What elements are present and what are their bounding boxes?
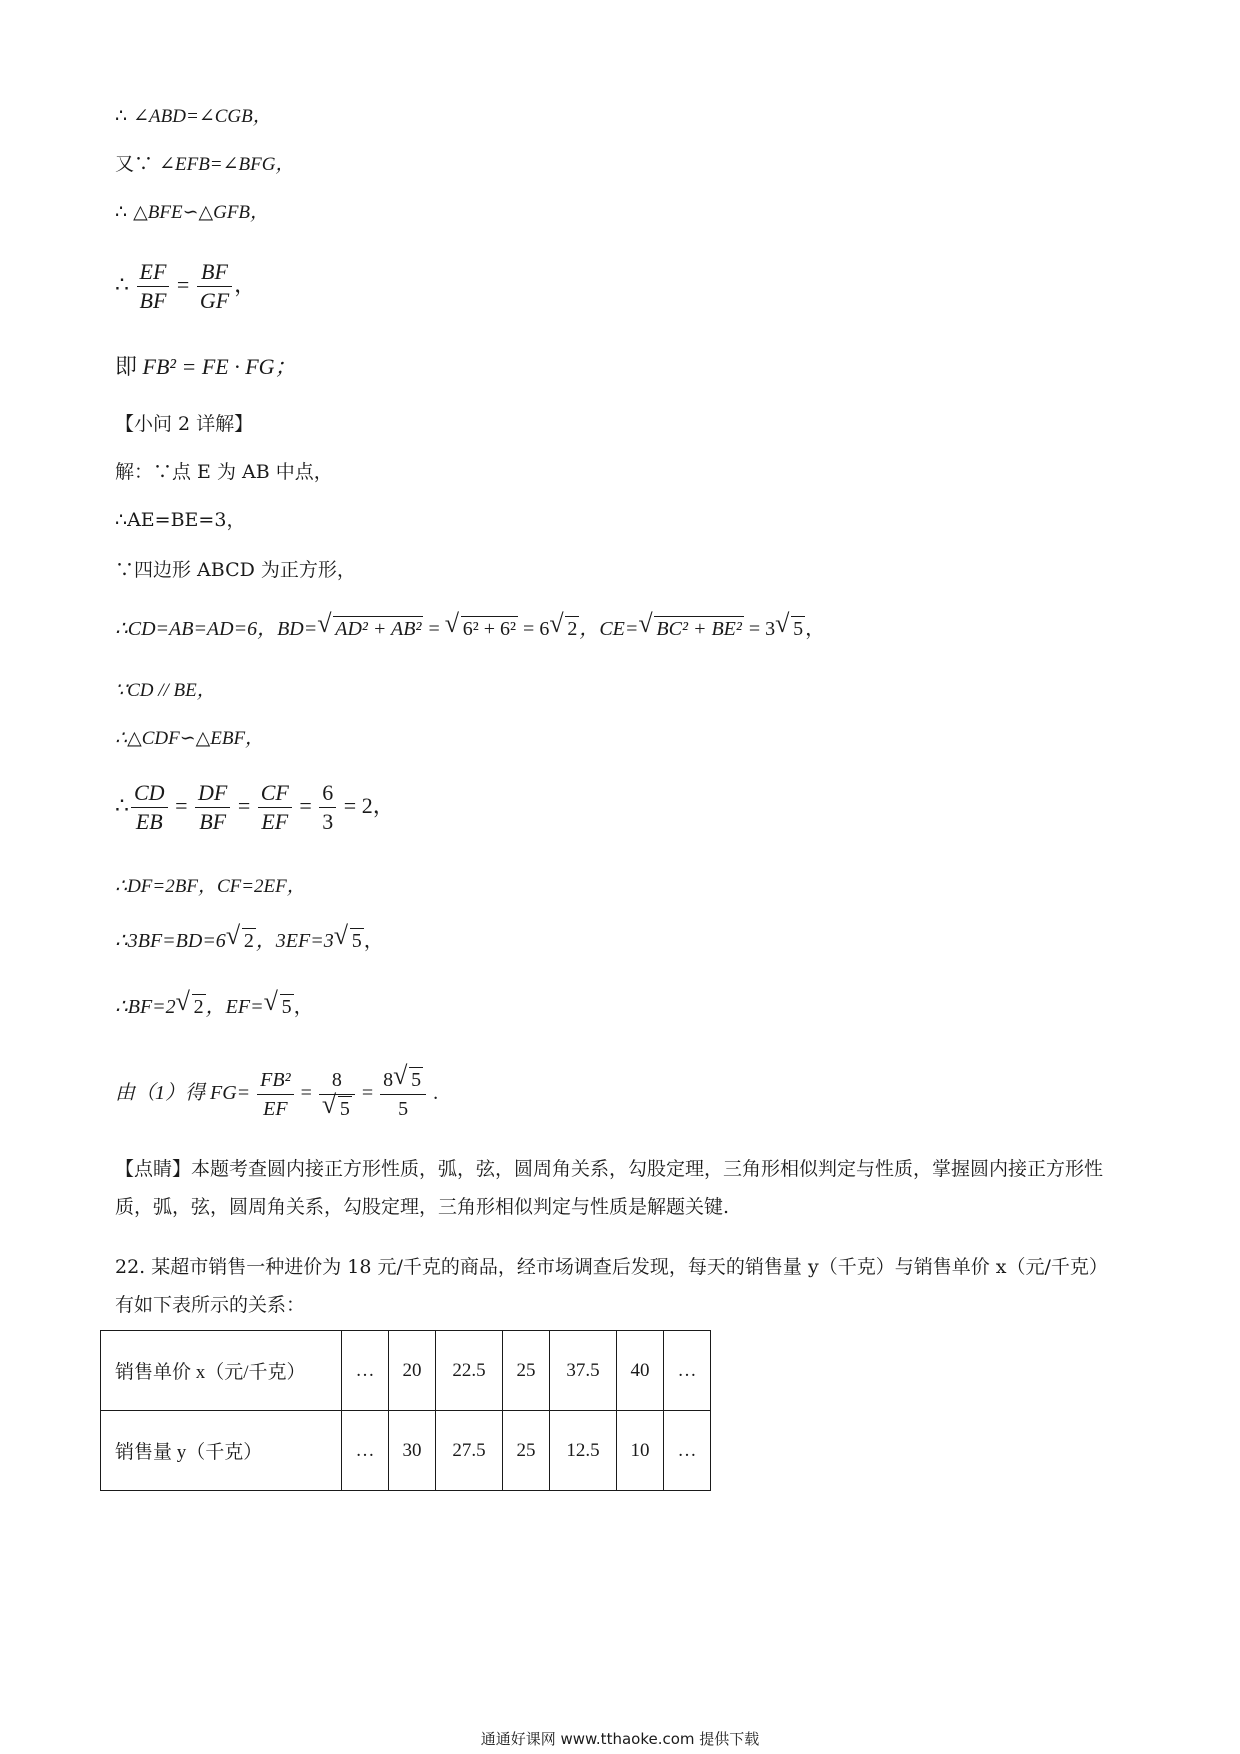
table-cell: … xyxy=(664,1331,711,1411)
step-ratio-chain: ∴ $\frac{CD}{EB}$ = $\frac{DF}{BF}$ = $\frac{CF}{EF}$ = $\frac{6}{3}$ = 2， xyxy=(115,780,395,835)
table-cell: 30 xyxy=(389,1411,436,1491)
step-midpoint: 解：∵点 E 为 AB 中点， xyxy=(115,461,333,483)
step-square: ∵四边形 ABCD 为正方形， xyxy=(115,559,356,581)
step-3bf-3ef: ∴3BF=BD=6 √ 2 ，3EF=3 √ 5 ， xyxy=(115,921,384,952)
table-cell: 20 xyxy=(389,1331,436,1411)
table-cell: … xyxy=(342,1411,389,1491)
table-cell: 25 xyxy=(503,1331,550,1411)
dianjing-summary: 【点睛】本题考查圆内接正方形性质，弧，弦，圆周角关系，勾股定理，三角形相似判定与性质，掌握圆内接正方形性质，弧，弦，圆周角关系，勾股定理，三角形相似判定与性质是解题关键. xyxy=(115,1158,1104,1218)
section-part2-heading: 【小问 2 详解】 xyxy=(115,413,254,435)
step-df-cf: ∴DF=2BF，CF=2EF， xyxy=(115,876,306,897)
step-bf-ef-values: ∴BF=2 √ 2 ，EF= √ 5 ， xyxy=(115,987,314,1018)
step-fb-squared: 即 FB² = FE · FG； xyxy=(115,354,297,379)
table-cell: 25 xyxy=(503,1411,550,1491)
step-similar-cdf-ebf: ∴△CDF∽△EBF， xyxy=(115,728,265,749)
table-cell: … xyxy=(664,1411,711,1491)
step-ratio-ef-bf: ∴ $\frac{EF}{BF}$ = $\frac{BF}{GF}$ ， xyxy=(115,259,257,314)
step-angle-efb: 又∵ ∠EFB=∠BFG， xyxy=(115,153,295,175)
footer-source: 通通好课网 www.tthaoke.com 提供下载 xyxy=(480,1730,760,1748)
table-row-label: 销售单价 x（元/千克） xyxy=(101,1331,342,1411)
table-cell: 22.5 xyxy=(436,1331,503,1411)
table-cell: … xyxy=(342,1331,389,1411)
table-cell: 10 xyxy=(617,1411,664,1491)
table-cell: 37.5 xyxy=(550,1331,617,1411)
step-bd-ce: ∴CD=AB=AD=6，BD= √ AD² + AB² = √ 6² + 6² = 6 √ 2 ，CE= √ BC² + BE² = 3 √ 5 ， xyxy=(115,609,826,640)
table-row xyxy=(101,1331,711,1411)
table-cell: 27.5 xyxy=(436,1411,503,1491)
step-fg-result: 由（1）得 FG= $\frac{\text{FB²}}{EF}$ = 8 √ 5 = 8 √ 5 5 . xyxy=(115,1060,439,1120)
table-row-label: 销售量 y（千克） xyxy=(101,1411,342,1491)
price-sales-table xyxy=(100,1330,711,1491)
step-parallel: ∵CD // BE， xyxy=(115,680,216,701)
step-ae-be: ∴AE=BE=3， xyxy=(115,509,246,531)
step-angle-abd: ∴ ∠ABD=∠CGB， xyxy=(115,105,272,127)
table-cell: 12.5 xyxy=(550,1411,617,1491)
question-22: 22. 某超市销售一种进价为 18 元/千克的商品，经市场调查后发现，每天的销售量 y（千克）与销售单价 x（元/千克）有如下表所示的关系： xyxy=(115,1256,1108,1316)
step-similar-triangles: ∴ △BFE∽△GFB， xyxy=(115,201,270,223)
table-cell: 40 xyxy=(617,1331,664,1411)
table-row xyxy=(101,1411,711,1491)
